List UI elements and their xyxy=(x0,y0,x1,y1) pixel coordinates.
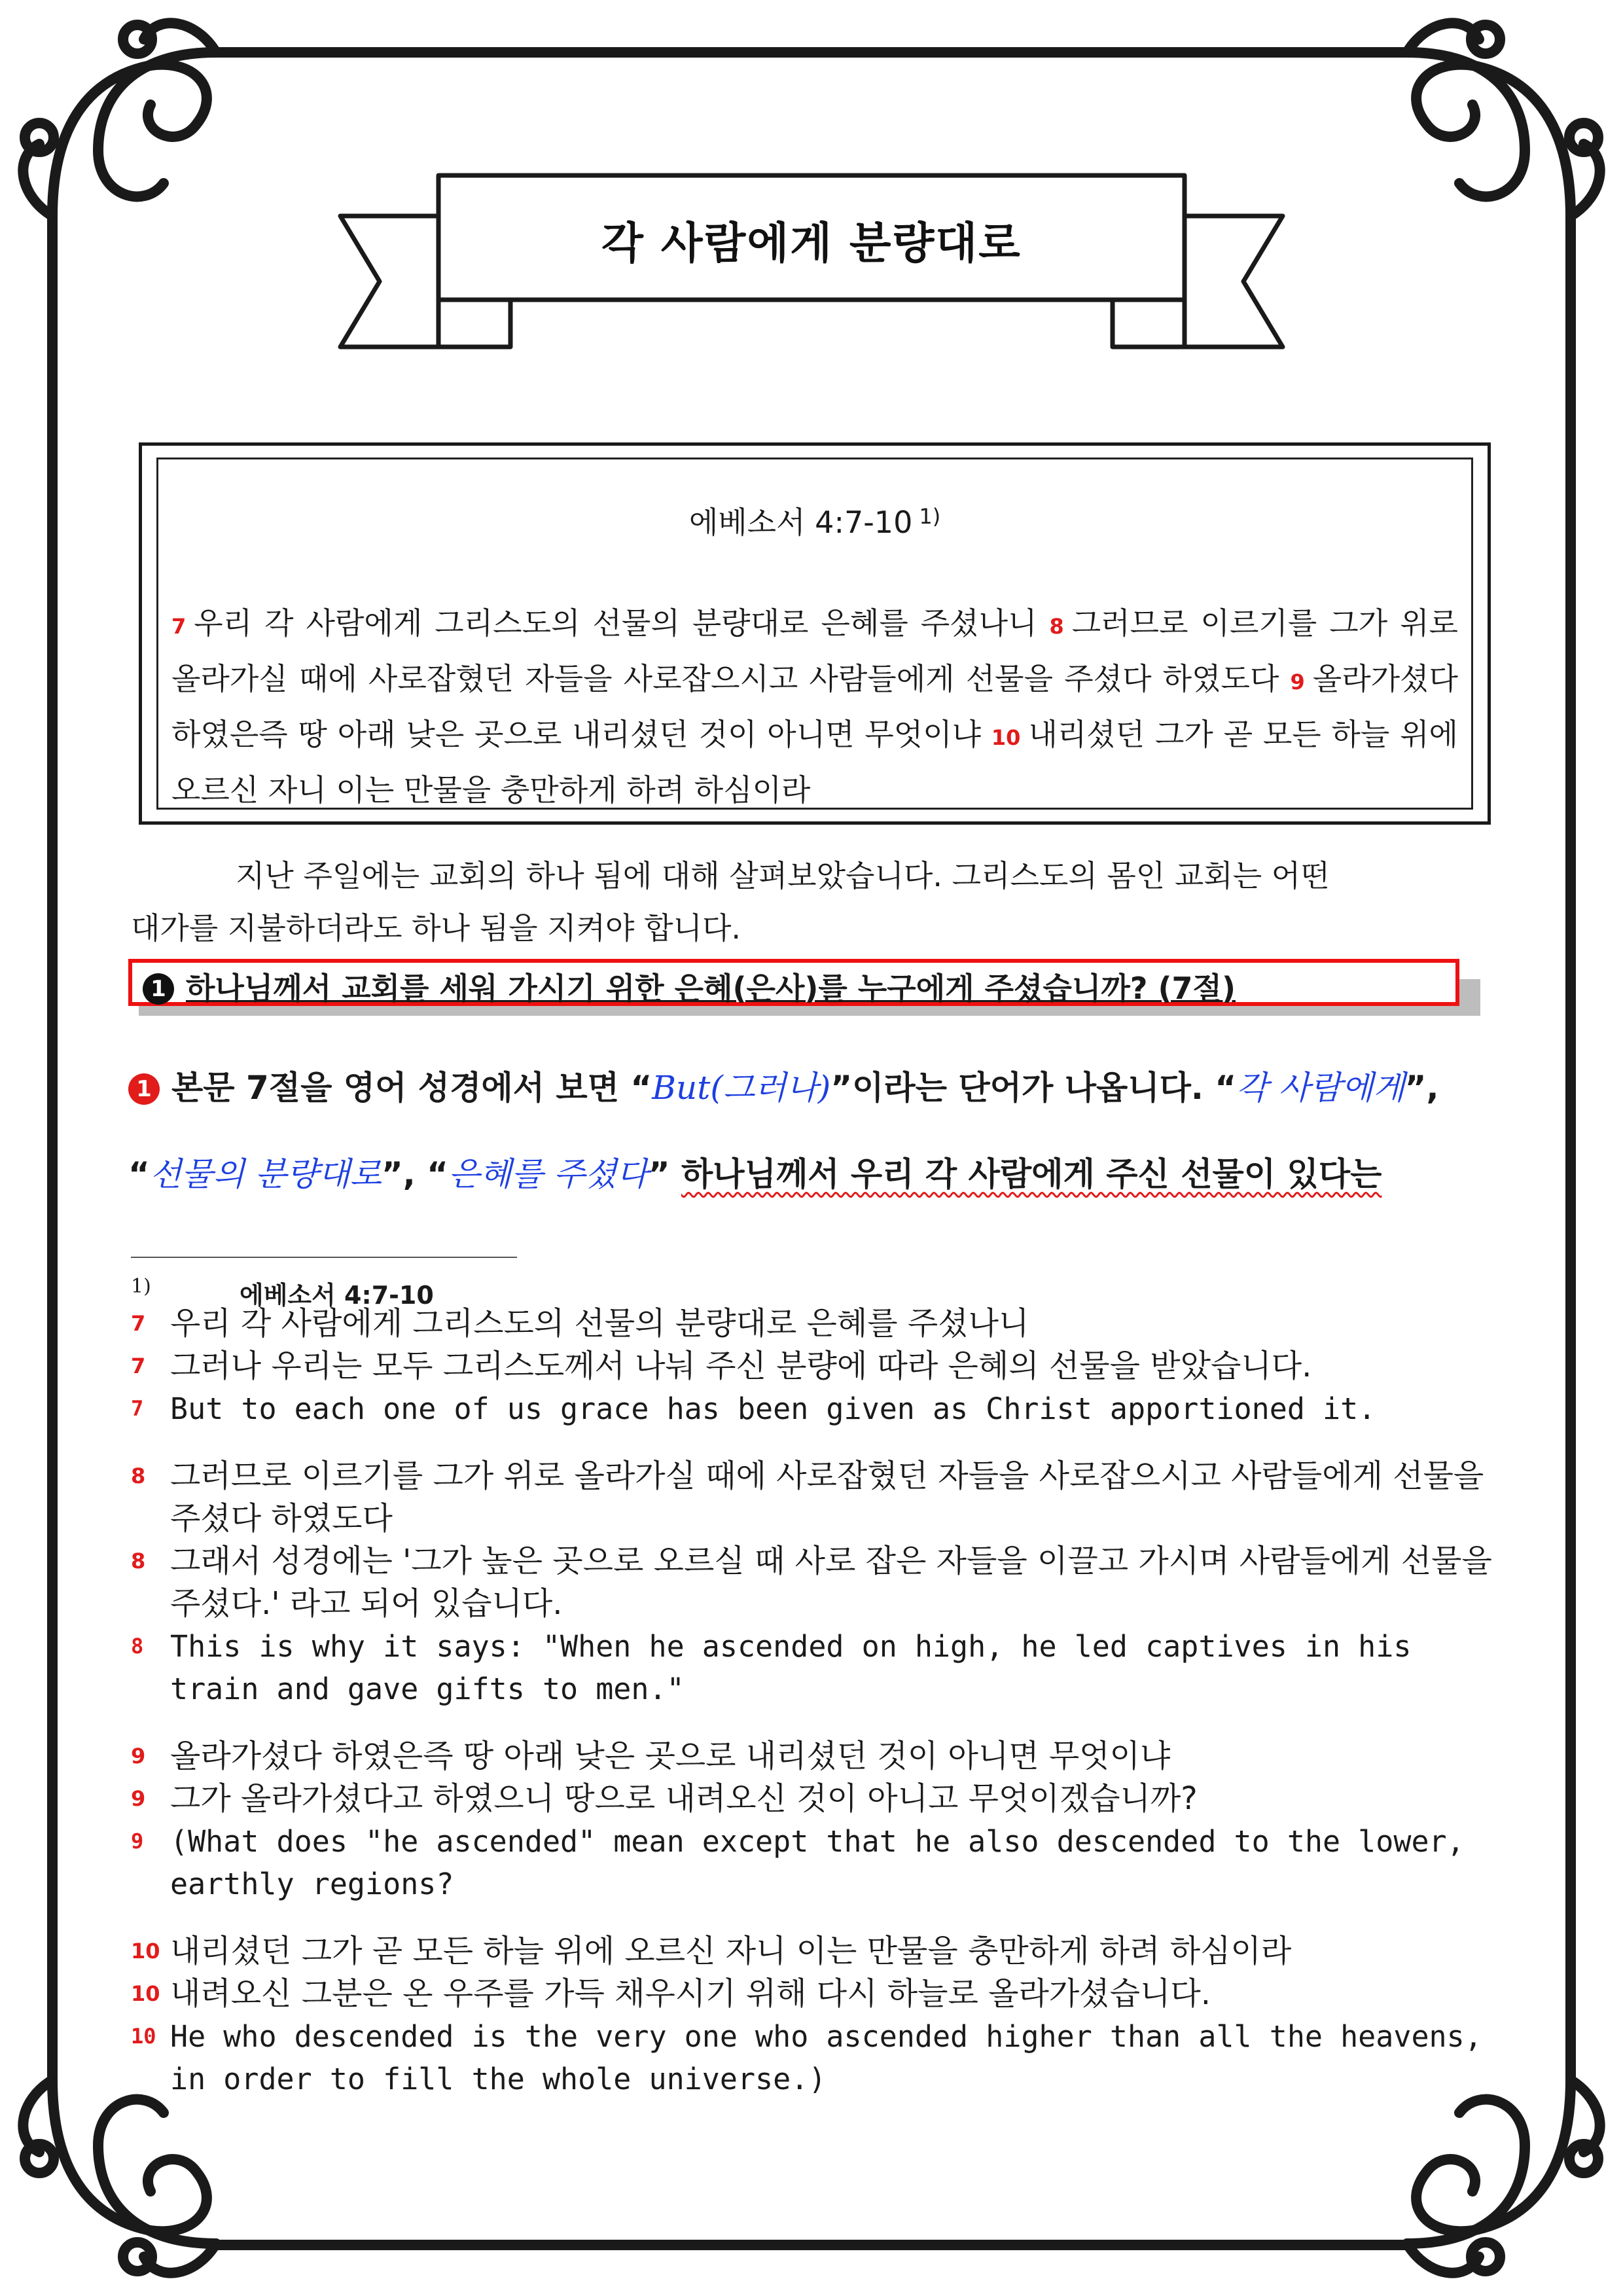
footnote-text: 내리셨던 그가 곧 모든 하늘 위에 오르신 자니 이는 만물을 충만하게 하려 하심이라 xyxy=(170,1933,1292,1969)
page-title: 각 사람에게 분량대로 xyxy=(601,218,1022,268)
verse-number: 8 xyxy=(131,1549,146,1573)
verse-text: 그러므로 이르기를 그가 위로 올라가실 때에 사로잡혔던 자들을 사로잡으시고 사람들에게 선물을 주셨다 하였도다 xyxy=(171,605,1458,696)
footnote-gap xyxy=(131,1905,1492,1930)
scripture-box-inner xyxy=(156,457,1473,810)
footnote-line xyxy=(131,1973,1492,2015)
footnote-line xyxy=(131,1388,1492,1430)
footnote-text: 올라가셨다 하였은즉 땅 아래 낮은 곳으로 내리셨던 것이 아니면 무엇이냐 xyxy=(170,1738,1171,1774)
answer-line xyxy=(128,1062,1438,1109)
answer-text: 본문 7절을 영어 성경에서 보면 “ xyxy=(171,1069,652,1107)
verse-number: 7 xyxy=(131,1311,146,1336)
scripture-text xyxy=(171,597,1458,816)
footnote-line xyxy=(131,1540,1492,1625)
ornate-corner-icon xyxy=(23,23,216,216)
footnote-divider xyxy=(131,1257,517,1258)
footnote-gap xyxy=(131,1710,1492,1735)
footnote-title: 에베소서 4:7-10 xyxy=(240,1281,434,1310)
underlined-answer: 하나님께서 우리 각 사람에게 주신 선물이 있다는 xyxy=(681,1155,1382,1193)
question-box xyxy=(128,959,1459,1006)
footnote-line xyxy=(131,1778,1492,1820)
verse-number: 10 xyxy=(131,1981,160,2006)
answer-text: ” xyxy=(648,1155,681,1193)
verse-number: 8 xyxy=(131,1463,146,1488)
verse-number: 7 xyxy=(131,1396,144,1421)
verse-number: 10 xyxy=(991,725,1021,750)
footnote-line xyxy=(131,1930,1492,1973)
answer-text: “ xyxy=(128,1155,150,1193)
footnote-text: 그래서 성경에는 '그가 높은 곳으로 오르실 때 사로 잡은 자들을 이끌고 가시며 사람들에게 선물을 주셨다.' 라고 되어 있습니다. xyxy=(170,1543,1492,1622)
verse-number: 9 xyxy=(131,1744,146,1768)
scripture-reference xyxy=(158,499,1471,542)
footnote-text: (What does "he ascended" mean except that he also descended to the lower, earthly regions? xyxy=(170,1824,1465,1901)
intro-line: 지난 주일에는 교회의 하나 됨에 대해 살펴보았습니다. 그리스도의 몸인 교회는 어떤 xyxy=(236,858,1330,893)
scripture-reference-title: 에베소서 4:7-10 xyxy=(688,505,913,540)
footnote-text: 그가 올라가셨다고 하였으니 땅으로 내려오신 것이 아니고 무엇이겠습니까? xyxy=(170,1780,1198,1817)
footnote-line xyxy=(131,1625,1492,1710)
footnote-line xyxy=(131,1820,1492,1905)
verse-number: 9 xyxy=(1290,670,1305,694)
footnote-line xyxy=(131,1302,1492,1345)
answer-text: ”이라는 단어가 나옵니다. “ xyxy=(830,1069,1237,1107)
intro-paragraph xyxy=(131,850,1466,954)
footnote-text: This is why it says: "When he ascended on high, he led captives in his train and gave gifts to men." xyxy=(170,1629,1412,1706)
verse-number: 9 xyxy=(131,1829,144,1854)
footnote-line xyxy=(131,1345,1492,1388)
numbered-bullet-icon: 1 xyxy=(128,1073,160,1105)
verse-number: 8 xyxy=(131,1634,144,1659)
scripture-box xyxy=(139,442,1491,825)
verse-number: 7 xyxy=(131,1354,146,1378)
answer-text: ”, xyxy=(1404,1069,1439,1107)
footnote-text: He who descended is the very one who ascended higher than all the heavens, in order to fill the whole universe.) xyxy=(170,2019,1482,2096)
footnote-line xyxy=(131,1455,1492,1540)
verse-number: 9 xyxy=(131,1786,146,1811)
verse-text: 내리셨던 그가 곧 모든 하늘 위에 오르신 자니 이는 만물을 충만하게 하려 하심이라 xyxy=(171,717,1458,808)
answer-line xyxy=(128,1148,1382,1195)
footnote-text: 그러나 우리는 모두 그리스도께서 나눠 주신 분량에 따라 은혜의 선물을 받았습니다. xyxy=(170,1348,1312,1384)
numbered-bullet-icon: 1 xyxy=(143,973,174,1005)
footnote-line xyxy=(131,1735,1492,1778)
handwritten-answer: But(그러나) xyxy=(652,1069,831,1107)
intro-line: 대가를 지불하더라도 하나 됨을 지켜야 합니다. xyxy=(131,910,741,946)
question-label: 하나님께서 교회를 세워 가시기 위한 은혜(은사)를 누구에게 주셨습니까? (7절) xyxy=(186,971,1236,1006)
handwritten-answer: 각 사람에게 xyxy=(1236,1069,1405,1107)
verse-text: 올라가셨다 하였은즉 땅 아래 낮은 곳으로 내리셨던 것이 아니면 무엇이냐 xyxy=(171,661,1458,752)
verse-number: 8 xyxy=(1049,614,1064,639)
handwritten-answer: 은혜를 주셨다 xyxy=(448,1155,649,1193)
footnote-text: 그러므로 이르기를 그가 위로 올라가실 때에 사로잡혔던 자들을 사로잡으시고 사람들에게 선물을 주셨다 하였도다 xyxy=(170,1458,1484,1537)
footnote-body xyxy=(131,1302,1492,2100)
verse-number: 10 xyxy=(131,2024,156,2049)
handwritten-answer: 선물의 분량대로 xyxy=(149,1155,382,1193)
footnote-gap xyxy=(131,1430,1492,1455)
footnote-text: 내려오신 그분은 온 우주를 가득 채우시기 위해 다시 하늘로 올라가셨습니다. xyxy=(170,1975,1211,2012)
footnote-text: But to each one of us grace has been given as Christ apportioned it. xyxy=(170,1391,1376,1426)
footnote-text: 우리 각 사람에게 그리스도의 선물의 분량대로 은혜를 주셨나니 xyxy=(170,1305,1029,1342)
answer-text: ”, “ xyxy=(381,1155,448,1193)
question-text xyxy=(143,965,1236,1008)
footnote-line xyxy=(131,2015,1492,2100)
verse-number: 7 xyxy=(171,614,187,639)
footnote-mark: 1) xyxy=(131,1275,151,1298)
verse-text: 우리 각 사람에게 그리스도의 선물의 분량대로 은혜를 주셨나니 xyxy=(194,605,1037,641)
footnote-mark: 1) xyxy=(919,504,941,529)
verse-number: 10 xyxy=(131,1939,160,1964)
